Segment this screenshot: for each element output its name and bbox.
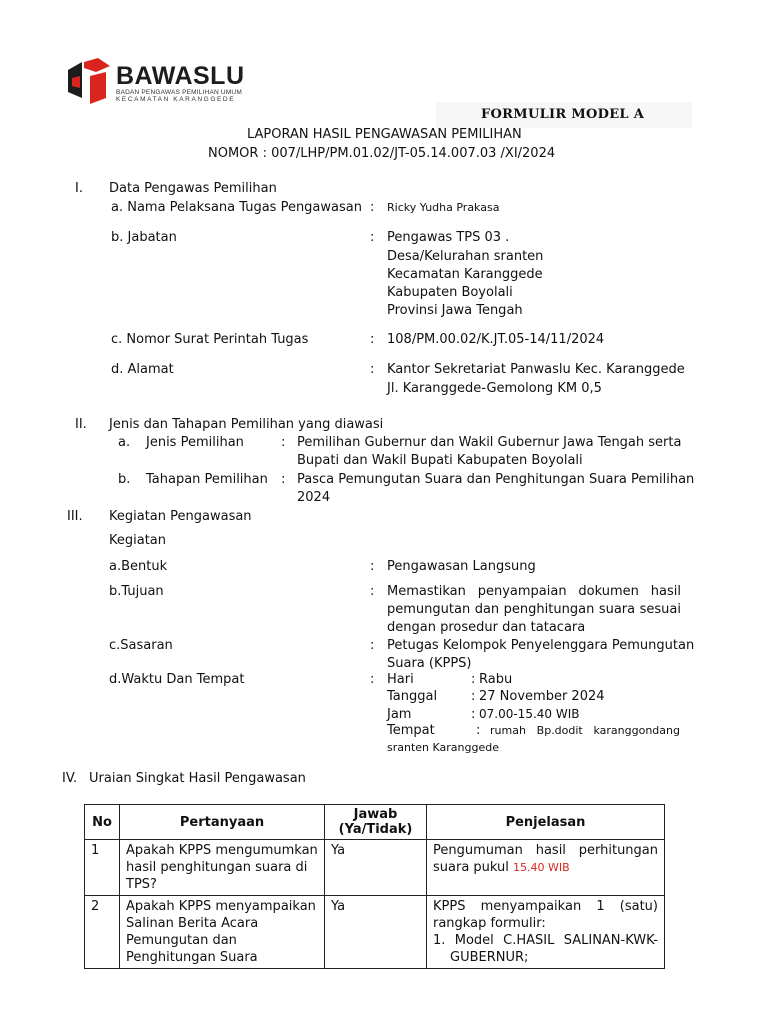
field-value-bentuk: Pengawasan Langsung xyxy=(387,559,536,574)
field-value-sasaran-line: Petugas Kelompok Penyelenggara Pemungutan xyxy=(387,638,695,653)
logo-subtitle-kecamatan: KECAMATAN KARANGGEDE xyxy=(116,96,236,103)
field-value-alamat-line: Kantor Sekretariat Panwaslu Kec. Karanggede xyxy=(387,362,685,377)
header-no: No xyxy=(85,805,120,840)
report-number: NOMOR : 007/LHP/PM.01.02/JT-05.14.007.03 /XI/2024 xyxy=(208,146,556,161)
value-tempat-line: rumah Bp.dodit karanggondang xyxy=(490,724,680,737)
colon: : xyxy=(370,584,375,599)
explanation-line: GUBERNUR; xyxy=(450,950,529,965)
header-jawab-line1: Jawab xyxy=(353,807,398,822)
field-label-sasaran: c.Sasaran xyxy=(109,638,173,653)
label-tempat: Tempat xyxy=(387,723,435,738)
question-line: TPS? xyxy=(126,877,157,892)
section-3-title: Kegiatan Pengawasan xyxy=(109,509,252,524)
item-letter: b. xyxy=(118,472,131,487)
explanation-line: Pengumuman hasil perhitungan xyxy=(433,843,658,858)
field-label-alamat: d. Alamat xyxy=(111,362,174,377)
field-value-jabatan-line: Pengawas TPS 03 . xyxy=(387,230,510,245)
row-number: 2 xyxy=(85,896,120,969)
field-label-nama: a. Nama Pelaksana Tugas Pengawasan xyxy=(111,200,362,215)
question-line: Salinan Berita Acara xyxy=(126,916,259,931)
field-value-jabatan-line: Kecamatan Karanggede xyxy=(387,267,543,282)
value-tempat-line: sranten Karanggede xyxy=(387,741,499,754)
item-letter: a. xyxy=(118,435,131,450)
field-label-nomor-surat: c. Nomor Surat Perintah Tugas xyxy=(111,332,309,347)
colon: : xyxy=(370,200,375,215)
field-value-alamat-line: Jl. Karanggede-Gemolong KM 0,5 xyxy=(387,381,602,396)
logo-wordmark: BAWASLU xyxy=(116,62,245,90)
table-header-row xyxy=(85,805,665,840)
section-3-number: III. xyxy=(67,509,83,524)
colon: : xyxy=(370,332,375,347)
field-label-bentuk: a.Bentuk xyxy=(109,559,168,574)
value-jam: 07.00-15.40 WIB xyxy=(479,707,580,721)
section-1-title: Data Pengawas Pemilihan xyxy=(109,181,277,196)
header-penjelasan: Penjelasan xyxy=(427,805,665,840)
field-label-jabatan: b. Jabatan xyxy=(111,230,177,245)
field-value-tujuan-line: dengan prosedur dan tatacara xyxy=(387,620,586,635)
colon: : xyxy=(370,638,375,653)
explanation-text: suara pukul xyxy=(433,860,514,875)
explanation-line: 1. Model C.HASIL SALINAN-KWK- xyxy=(433,933,658,948)
section-2-title: Jenis dan Tahapan Pemilihan yang diawasi xyxy=(109,417,384,432)
section-4-title: Uraian Singkat Hasil Pengawasan xyxy=(89,771,306,786)
field-value-tujuan-line: pemungutan dan penghitungan suara sesuai xyxy=(387,602,681,617)
field-label-waktu-tempat: d.Waktu Dan Tempat xyxy=(109,672,245,687)
question-line: Apakah KPPS menyampaikan xyxy=(126,899,316,914)
field-label-tahapan-pemilihan: Tahapan Pemilihan xyxy=(146,472,268,487)
field-value-sasaran-line: Suara (KPPS) xyxy=(387,656,472,671)
section-2-number: II. xyxy=(75,417,87,432)
question-line: Penghitungan Suara xyxy=(126,950,258,965)
field-value-jabatan-line: Desa/Kelurahan sranten xyxy=(387,249,544,264)
row-explanation xyxy=(427,896,665,969)
row-question xyxy=(120,840,325,896)
colon: : xyxy=(370,362,375,377)
label-tanggal: Tanggal xyxy=(387,689,438,704)
field-value-jenis-pemilihan-line: Bupati dan Wakil Bupati Kabupaten Boyolali xyxy=(297,453,583,468)
field-label-jenis-pemilihan: Jenis Pemilihan xyxy=(146,435,244,450)
field-value-jabatan-line: Provinsi Jawa Tengah xyxy=(387,303,523,318)
row-question xyxy=(120,896,325,969)
question-line: Pemungutan dan xyxy=(126,933,237,948)
explanation-time-highlight: 15.40 WIB xyxy=(513,861,570,874)
label-hari: Hari xyxy=(387,672,414,687)
colon: : xyxy=(471,707,476,722)
colon: : xyxy=(471,672,476,687)
results-table xyxy=(84,804,665,969)
colon: : xyxy=(370,672,375,687)
field-value-jabatan-line: Kabupaten Boyolali xyxy=(387,285,513,300)
section-3-subtitle: Kegiatan xyxy=(109,533,167,548)
field-value-nomor-surat: 108/PM.00.02/K.JT.05-14/11/2024 xyxy=(387,332,605,347)
question-line: Apakah KPPS mengumumkan xyxy=(126,843,318,858)
section-1-number: I. xyxy=(75,181,83,196)
colon: : xyxy=(476,723,481,738)
row-explanation xyxy=(427,840,665,896)
bawaslu-logo xyxy=(66,58,256,108)
explanation-line: rangkap formulir: xyxy=(433,916,546,931)
row-number: 1 xyxy=(85,840,120,896)
colon: : xyxy=(370,559,375,574)
label-jam: Jam xyxy=(387,707,412,722)
header-jawab-line2: (Ya/Tidak) xyxy=(338,822,413,837)
value-tanggal: 27 November 2024 xyxy=(479,689,605,704)
field-value-tahapan-pemilihan-line: 2024 xyxy=(297,490,331,505)
row-answer: Ya xyxy=(325,840,427,896)
colon: : xyxy=(281,435,286,450)
logo-subtitle: BADAN PENGAWAS PEMILIHAN UMUM xyxy=(116,89,242,96)
row-answer: Ya xyxy=(325,896,427,969)
section-4-number: IV. xyxy=(62,771,78,786)
table-row xyxy=(85,896,665,969)
table-row xyxy=(85,840,665,896)
field-value-jenis-pemilihan-line: Pemilihan Gubernur dan Wakil Gubernur Jawa Tengah serta xyxy=(297,435,682,450)
colon: : xyxy=(471,689,476,704)
field-value-tujuan-line: Memastikan penyampaian dokumen hasil xyxy=(387,584,681,599)
field-label-tujuan: b.Tujuan xyxy=(109,584,164,599)
report-title: LAPORAN HASIL PENGAWASAN PEMILIHAN xyxy=(247,127,522,142)
field-value-nama: Ricky Yudha Prakasa xyxy=(387,201,500,214)
header-jawab xyxy=(325,805,427,840)
explanation-line xyxy=(433,859,658,876)
header-pertanyaan: Pertanyaan xyxy=(120,805,325,840)
explanation-line: KPPS menyampaikan 1 (satu) xyxy=(433,899,658,914)
bawaslu-emblem-icon xyxy=(66,58,112,106)
value-hari: Rabu xyxy=(479,672,513,687)
colon: : xyxy=(281,472,286,487)
colon: : xyxy=(370,230,375,245)
field-value-tahapan-pemilihan-line: Pasca Pemungutan Suara dan Penghitungan Suara Pemilihan xyxy=(297,472,695,487)
form-model-title: FORMULIR MODEL A xyxy=(436,102,692,128)
question-line: hasil penghitungan suara di xyxy=(126,860,308,875)
